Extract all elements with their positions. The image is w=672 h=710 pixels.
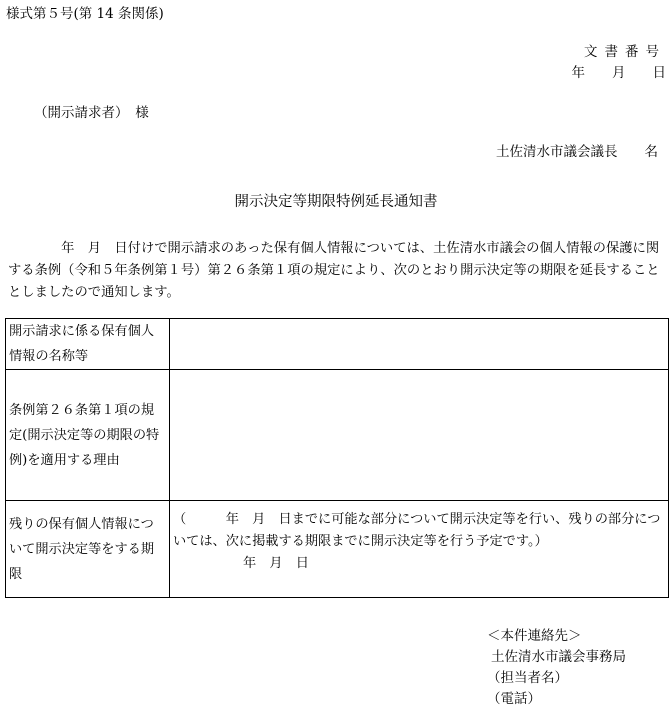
- notice-table: [5, 318, 669, 598]
- remaining-deadline-label: 残りの保有個人情報について開示決定等をする期限: [6, 501, 170, 598]
- form-number: 様式第５号(第 14 条関係): [6, 6, 164, 22]
- contact-phone: （電話）: [487, 691, 541, 707]
- table-row: [6, 501, 669, 598]
- personal-info-name-label: 開示請求に係る保有個人情報の名称等: [6, 319, 170, 370]
- addressee: （開示請求者） 様: [34, 105, 149, 121]
- notice-body: 年 月 日付けで開示請求のあった保有個人情報については、土佐清水市議会の個人情報の保護に関する条例（令和５年条例第１号）第２６条第１項の規定により、次のとおり開示決定等の期限を延長することとしましたので通知します。: [8, 241, 660, 300]
- contact-office: 土佐清水市議会事務局: [491, 649, 626, 665]
- remaining-deadline-note: （ 年 月 日までに可能な部分について開示決定等を行い、残りの部分については、次に掲載する期限までに開示決定等を行う予定です。）: [173, 512, 661, 549]
- document-date-label: 年 月 日: [571, 65, 666, 81]
- contact-block: [487, 626, 626, 710]
- remaining-deadline-value: [170, 501, 669, 598]
- table-row: [6, 370, 669, 501]
- contact-person: （担当者名）: [487, 670, 568, 686]
- remaining-deadline-date: 年 月 日: [243, 556, 309, 571]
- sender: 土佐清水市議会議長 名: [496, 144, 658, 160]
- document-number-label: 文書番号: [584, 44, 666, 60]
- personal-info-name-value: [170, 319, 669, 370]
- contact-heading: ＜本件連絡先＞: [487, 628, 582, 644]
- table-row: [6, 319, 669, 370]
- document-title: 開示決定等期限特例延長通知書: [234, 194, 438, 210]
- extension-reason-label: 条例第２６条第１項の規定(開示決定等の期限の特例)を適用する理由: [6, 370, 170, 501]
- extension-reason-value: [170, 370, 669, 501]
